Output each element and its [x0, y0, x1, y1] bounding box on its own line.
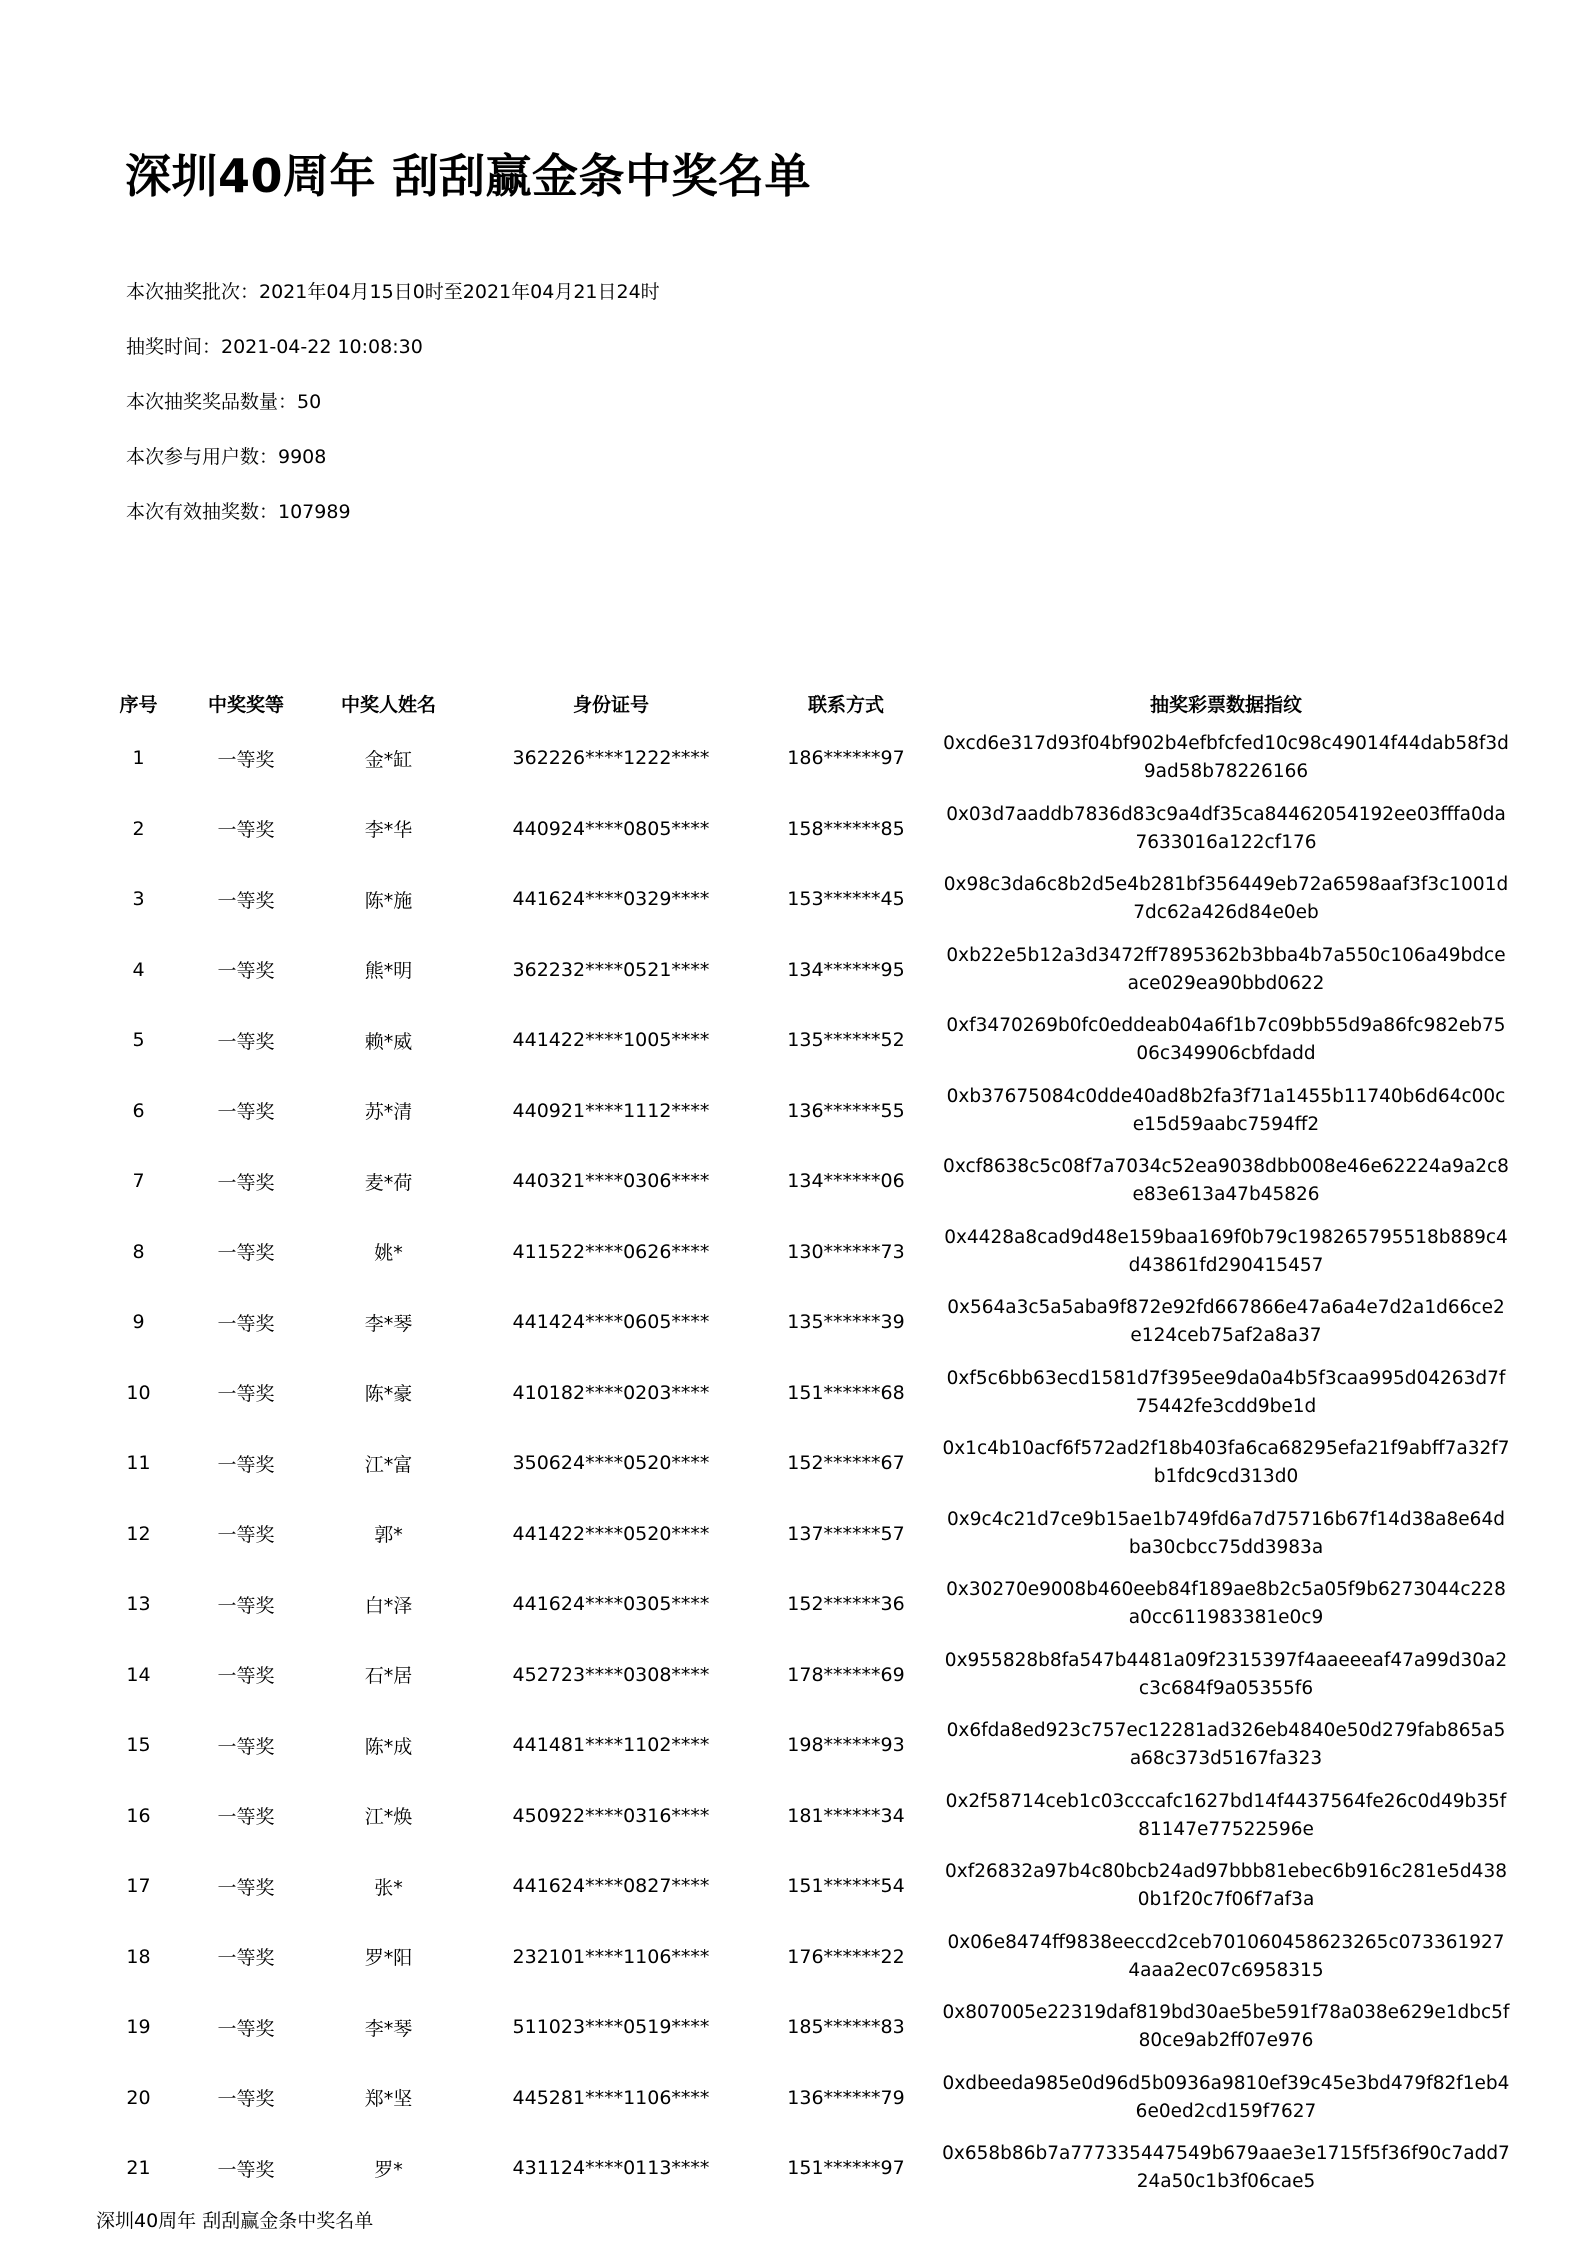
contact: 198******93: [787, 1734, 905, 1757]
contact: 153******45: [787, 888, 905, 911]
table-row: [96, 1851, 1516, 1922]
winner-name: 李*华: [364, 819, 413, 842]
ticket-fingerprint: 0xb37675084c0dde40ad8b2fa3f71a1455b11740b6d64c00ce15d59aabc7594ff2: [946, 1085, 1506, 1135]
row-index: 16: [126, 1804, 151, 1827]
table-row: [96, 1217, 1516, 1288]
prize-level: 一等奖: [217, 1806, 275, 1829]
winner-name: 李*琴: [364, 1312, 413, 1335]
row-index: 4: [132, 958, 145, 981]
row-index: 20: [126, 2086, 151, 2109]
ticket-fingerprint: 0xcf8638c5c08f7a7034c52ea9038dbb008e46e62224a9a2c8e83e613a47b45826: [943, 1156, 1509, 1206]
row-index: 18: [126, 1945, 151, 1968]
table-row: [96, 2063, 1516, 2134]
prize-level: 一等奖: [217, 2088, 275, 2111]
ticket-fingerprint: 0xf5c6bb63ecd1581d7f395ee9da0a4b5f3caa995d04263d7f75442fe3cdd9be1d: [946, 1367, 1506, 1417]
id-number: 411522****0626****: [512, 1240, 710, 1263]
prize-level: 一等奖: [217, 1383, 275, 1406]
ticket-fingerprint: 0x807005e22319daf819bd30ae5be591f78a038e629e1dbc5f80ce9ab2ff07e976: [942, 2002, 1510, 2052]
id-number: 362232****0521****: [512, 958, 710, 981]
id-number: 431124****0113****: [512, 2157, 710, 2180]
row-index: 21: [126, 2157, 151, 2180]
prize-level: 一等奖: [217, 1101, 275, 1124]
row-index: 5: [132, 1029, 145, 1052]
id-number: 440924****0805****: [512, 817, 710, 840]
ticket-fingerprint: 0x98c3da6c8b2d5e4b281bf356449eb72a6598aaf3f3c1001d7dc62a426d84e0eb: [943, 874, 1509, 924]
winner-name: 陈*成: [364, 1735, 413, 1758]
contact: 136******79: [787, 2086, 905, 2109]
contact: 178******69: [787, 1663, 905, 1686]
ticket-fingerprint: 0x564a3c5a5aba9f872e92fd667866e47a6a4e7d2a1d66ce2e124ceb75af2a8a37: [947, 1297, 1505, 1347]
prize-level: 一等奖: [217, 889, 275, 912]
table-row: [96, 794, 1516, 865]
table-row: [96, 1287, 1516, 1358]
winner-name: 江*焕: [364, 1806, 413, 1829]
contact: 151******54: [787, 1875, 905, 1898]
table-row: [96, 1781, 1516, 1852]
row-index: 15: [126, 1734, 151, 1757]
winner-name: 姚*: [374, 1242, 403, 1265]
prize-level: 一等奖: [217, 1665, 275, 1688]
contact: 135******39: [787, 1311, 905, 1334]
participant-count: 本次参与用户数：9908: [126, 446, 327, 468]
id-number: 362226****1222****: [512, 747, 710, 770]
prize-level: 一等奖: [217, 1242, 275, 1265]
contact: 158******85: [787, 817, 905, 840]
ticket-fingerprint: 0x2f58714ceb1c03cccafc1627bd14f4437564fe26c0d49b35f81147e77522596e: [945, 1790, 1507, 1840]
contact: 136******55: [787, 1099, 905, 1122]
id-number: 410182****0203****: [512, 1381, 710, 1404]
table-row: [96, 1076, 1516, 1147]
table-row: [96, 1710, 1516, 1781]
contact: 151******68: [787, 1381, 905, 1404]
prize-count: 本次抽奖奖品数量：50: [126, 391, 322, 413]
header-contact: 联系方式: [807, 693, 884, 716]
table-row: [96, 1992, 1516, 2063]
page-title: 深圳40周年 刮刮赢金条中奖名单: [125, 149, 812, 203]
row-index: 17: [126, 1875, 151, 1898]
ticket-fingerprint: 0x6fda8ed923c757ec12281ad326eb4840e50d279fab865a5a68c373d5167fa323: [946, 1720, 1506, 1770]
table-row: [96, 1499, 1516, 1570]
row-index: 19: [126, 2016, 151, 2039]
ticket-fingerprint: 0x9c4c21d7ce9b15ae1b749fd6a7d75716b67f14d38a8e64dba30cbcc75dd3983a: [947, 1508, 1505, 1558]
prize-level: 一等奖: [217, 1947, 275, 1970]
winner-name: 郭*: [374, 1524, 403, 1547]
winner-name: 麦*荷: [364, 1171, 413, 1194]
header-id-number: 身份证号: [572, 693, 649, 716]
id-number: 441624****0305****: [512, 1593, 710, 1616]
prize-level: 一等奖: [217, 1524, 275, 1547]
winner-name: 江*富: [364, 1453, 413, 1476]
header-winner-name: 中奖人姓名: [340, 693, 436, 716]
table-row: [96, 1640, 1516, 1711]
id-number: 441481****1102****: [512, 1734, 710, 1757]
prize-level: 一等奖: [217, 1876, 275, 1899]
id-number: 440321****0306****: [512, 1170, 710, 1193]
id-number: 441624****0329****: [512, 888, 710, 911]
table-row: [96, 1358, 1516, 1429]
id-number: 440921****1112****: [512, 1099, 710, 1122]
contact: 152******36: [787, 1593, 905, 1616]
row-index: 7: [132, 1170, 145, 1193]
contact: 152******67: [787, 1452, 905, 1475]
contact: 135******52: [787, 1029, 905, 1052]
table-header-row: [96, 683, 1516, 723]
prize-level: 一等奖: [217, 1312, 275, 1335]
prize-level: 一等奖: [217, 748, 275, 771]
header-prize-level: 中奖奖等: [207, 693, 284, 716]
id-number: 450922****0316****: [512, 1804, 710, 1827]
ticket-fingerprint: 0x658b86b7a777335447549b679aae3e1715f5f36f90c7add724a50c1b3f06cae5: [942, 2143, 1510, 2193]
table-row: [96, 935, 1516, 1006]
row-index: 9: [132, 1311, 145, 1334]
table-row: [96, 1005, 1516, 1076]
id-number: 511023****0519****: [512, 2016, 710, 2039]
id-number: 452723****0308****: [512, 1663, 710, 1686]
page-footer: 深圳40周年 刮刮赢金条中奖名单: [96, 2210, 374, 2232]
row-index: 13: [126, 1593, 151, 1616]
contact: 130******73: [787, 1240, 905, 1263]
ticket-fingerprint: 0xb22e5b12a3d3472ff7895362b3bba4b7a550c106a49bdceace029ea90bbd0622: [946, 944, 1506, 994]
id-number: 441422****0520****: [512, 1522, 710, 1545]
row-index: 14: [126, 1663, 151, 1686]
header-ticket-fingerprint: 抽奖彩票数据指纹: [1149, 693, 1302, 716]
ticket-fingerprint: 0x1c4b10acf6f572ad2f18b403fa6ca68295efa21f9abff7a32f7b1fdc9cd313d0: [942, 1438, 1510, 1488]
row-index: 11: [126, 1452, 151, 1475]
ticket-fingerprint: 0x30270e9008b460eeb84f189ae8b2c5a05f9b6273044c228a0cc611983381e0c9: [946, 1579, 1506, 1629]
table-row: [96, 723, 1516, 794]
row-index: 2: [132, 817, 145, 840]
row-index: 10: [126, 1381, 151, 1404]
contact: 134******06: [787, 1170, 905, 1193]
winner-name: 赖*威: [364, 1030, 413, 1053]
prize-level: 一等奖: [217, 1594, 275, 1617]
prize-level: 一等奖: [217, 1453, 275, 1476]
winner-name: 郑*坚: [364, 2088, 413, 2111]
contact: 151******97: [787, 2157, 905, 2180]
contact: 176******22: [787, 1945, 905, 1968]
prize-level: 一等奖: [217, 960, 275, 983]
id-number: 441422****1005****: [512, 1029, 710, 1052]
prize-level: 一等奖: [217, 2017, 275, 2040]
ticket-fingerprint: 0xf3470269b0fc0eddeab04a6f1b7c09bb55d9a86fc982eb7506c349906cbfdadd: [946, 1015, 1506, 1065]
id-number: 350624****0520****: [512, 1452, 710, 1475]
table-row: [96, 1922, 1516, 1993]
prize-level: 一等奖: [217, 1030, 275, 1053]
table-row: [96, 1428, 1516, 1499]
contact: 134******95: [787, 958, 905, 981]
header-index: 序号: [119, 693, 158, 716]
winners-table: [96, 683, 1516, 2204]
ticket-fingerprint: 0xf26832a97b4c80bcb24ad97bbb81ebec6b916c281e5d4380b1f20c7f06f7af3a: [945, 1861, 1507, 1911]
contact: 137******57: [787, 1522, 905, 1545]
row-index: 8: [132, 1240, 145, 1263]
table-row: [96, 864, 1516, 935]
winner-name: 苏*清: [364, 1101, 413, 1124]
prize-level: 一等奖: [217, 2158, 275, 2181]
winner-name: 金*缸: [364, 748, 413, 771]
winner-name: 陈*豪: [364, 1383, 413, 1406]
draw-info: [126, 280, 660, 555]
row-index: 12: [126, 1522, 151, 1545]
row-index: 3: [132, 888, 145, 911]
winner-name: 陈*施: [364, 889, 413, 912]
winner-name: 罗*: [374, 2158, 403, 2181]
table-row: [96, 1569, 1516, 1640]
row-index: 6: [132, 1099, 145, 1122]
ticket-fingerprint: 0x955828b8fa547b4481a09f2315397f4aaeeeaf47a99d30a2c3c684f9a05355f6: [944, 1649, 1508, 1699]
prize-level: 一等奖: [217, 1171, 275, 1194]
id-number: 232101****1106****: [512, 1945, 710, 1968]
ticket-fingerprint: 0x06e8474ff9838eeccd2ceb701060458623265c0733619274aaa2ec07c6958315: [947, 1931, 1505, 1981]
draw-batch: 本次抽奖批次：2021年04月15日0时至2021年04月21日24时: [126, 281, 660, 303]
winner-name: 熊*明: [364, 960, 413, 983]
ticket-fingerprint: 0x03d7aaddb7836d83c9a4df35ca84462054192ee03fffa0da7633016a122cf176: [946, 803, 1506, 853]
winner-name: 罗*阳: [364, 1947, 413, 1970]
winner-name: 石*居: [364, 1665, 413, 1688]
prize-level: 一等奖: [217, 819, 275, 842]
winner-name: 白*泽: [364, 1594, 413, 1617]
ticket-fingerprint: 0xdbeeda985e0d96d5b0936a9810ef39c45e3bd479f82f1eb46e0ed2cd159f7627: [942, 2072, 1510, 2122]
ticket-fingerprint: 0x4428a8cad9d48e159baa169f0b79c198265795518b889c4d43861fd290415457: [944, 1226, 1508, 1276]
contact: 181******34: [787, 1804, 905, 1827]
valid-draw-count: 本次有效抽奖数：107989: [126, 501, 351, 523]
row-index: 1: [132, 747, 145, 770]
id-number: 441424****0605****: [512, 1311, 710, 1334]
id-number: 441624****0827****: [512, 1875, 710, 1898]
table-row: [96, 1146, 1516, 1217]
prize-level: 一等奖: [217, 1735, 275, 1758]
contact: 186******97: [787, 747, 905, 770]
winners-table-body: [96, 723, 1516, 2204]
winner-name: 李*琴: [364, 2017, 413, 2040]
draw-time: 抽奖时间：2021-04-22 10:08:30: [126, 336, 423, 358]
winner-name: 张*: [374, 1876, 403, 1899]
contact: 185******83: [787, 2016, 905, 2039]
id-number: 445281****1106****: [512, 2086, 710, 2109]
ticket-fingerprint: 0xcd6e317d93f04bf902b4efbfcfed10c98c49014f44dab58f3d9ad58b78226166: [943, 733, 1509, 783]
table-row: [96, 2133, 1516, 2204]
